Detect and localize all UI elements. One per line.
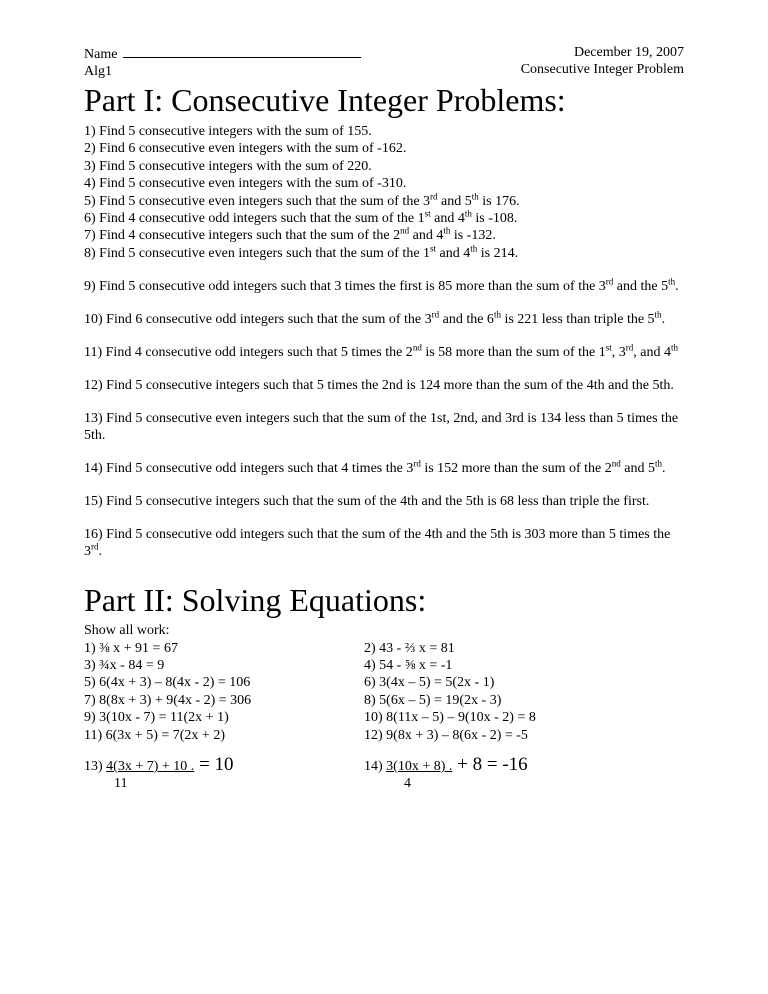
worksheet-header xyxy=(84,44,684,84)
ordinal-suffix: th xyxy=(470,243,478,254)
ordinal-suffix: rd xyxy=(431,309,440,320)
equation-11: 11) 6(3x + 5) = 7(2x + 2) xyxy=(84,727,225,743)
problem-14: 14) Find 5 consecutive odd integers such that 4 times the 3rd is 152 more than the sum of the 2nd and 5th. xyxy=(84,458,666,477)
part1-short-problems xyxy=(84,123,684,262)
ordinal-suffix: nd xyxy=(400,225,410,236)
equation-8: 8) 5(6x – 5) = 19(2x - 3) xyxy=(364,692,502,708)
problem-16: 16) Find 5 consecutive odd integers such that the sum of the 4th and the 5th is 303 more than 5 times the 3rd. xyxy=(84,527,671,560)
name-label: Name xyxy=(84,47,118,62)
ordinal-suffix: rd xyxy=(605,276,614,287)
ordinal-suffix: th xyxy=(668,276,676,287)
ordinal-suffix: th xyxy=(493,309,501,320)
problem-12: 12) Find 5 consecutive integers such that 5 times the 2nd is 124 more than the sum of the 4th and the 5th. xyxy=(84,378,674,394)
class-label: Alg1 xyxy=(84,64,112,79)
ordinal-suffix: rd xyxy=(413,458,421,469)
problem-13: 13) Find 5 consecutive even integers such that the sum of the 1st, 2nd, and 3rd is 134 less than 5 times the 5th. xyxy=(84,411,679,444)
ordinal-suffix: st xyxy=(424,208,431,219)
equation-10: 10) 8(11x – 5) – 9(10x - 2) = 8 xyxy=(364,710,536,726)
equation-7: 7) 8(8x + 3) + 9(4x - 2) = 306 xyxy=(84,692,252,708)
fraction-equations xyxy=(84,754,684,794)
problem-6: 6) Find 4 consecutive odd integers such that the sum of the 1st and 4th is -108. xyxy=(84,208,518,227)
equation-14-denominator: 4 xyxy=(404,776,411,792)
equation-13-denominator: 11 xyxy=(114,776,128,792)
equation-14-numerator: 3(10x + 8) . xyxy=(386,759,453,775)
equation-13 xyxy=(84,754,234,792)
worksheet-date: December 19, 2007 xyxy=(573,45,684,60)
equation-3: 3) ¾x - 84 = 9 xyxy=(84,658,165,674)
name-blank-line xyxy=(123,44,361,58)
equation-13-numerator: 4(3x + 7) + 10 . xyxy=(106,759,195,775)
ordinal-suffix: st xyxy=(605,342,612,353)
header-left xyxy=(84,44,361,80)
ordinal-suffix: th xyxy=(654,458,662,469)
equation-14-rhs: + 8 = -16 xyxy=(452,754,528,776)
equation-4: 4) 54 - ⅝ x = -1 xyxy=(364,658,453,674)
problem-3: 3) Find 5 consecutive integers with the sum of 220. xyxy=(84,158,372,174)
part1-long-problems xyxy=(84,278,684,560)
ordinal-suffix: nd xyxy=(611,458,621,469)
equation-14 xyxy=(364,754,528,792)
ordinal-suffix: rd xyxy=(430,190,438,201)
problem-15: 15) Find 5 consecutive integers such that the sum of the 4th and the 5th is 68 less than triple the first. xyxy=(84,494,650,510)
equation-2: 2) 43 - ⅔ x = 81 xyxy=(364,640,455,656)
show-work-instruction: Show all work: xyxy=(84,623,170,639)
ordinal-suffix: th xyxy=(443,225,451,236)
ordinal-suffix: st xyxy=(430,243,437,254)
worksheet-page xyxy=(84,44,684,794)
equation-13-rhs: = 10 xyxy=(194,754,234,776)
ordinal-suffix: nd xyxy=(412,342,422,353)
problem-2: 2) Find 6 consecutive even integers with the sum of -162. xyxy=(84,141,407,157)
problem-11: 11) Find 4 consecutive odd integers such that 5 times the 2nd is 58 more than the sum of the 1st, 3rd, and 4th xyxy=(84,342,678,361)
equation-14-label: 14) xyxy=(364,759,387,775)
part1-title: Part I: Consecutive Integer Problems: xyxy=(84,82,566,118)
equation-5: 5) 6(4x + 3) – 8(4x - 2) = 106 xyxy=(84,675,251,691)
problem-4: 4) Find 5 consecutive even integers with the sum of -310. xyxy=(84,176,407,192)
equation-13-label: 13) xyxy=(84,759,107,775)
ordinal-suffix: th xyxy=(471,190,479,201)
worksheet-subtitle: Consecutive Integer Problem xyxy=(520,62,684,77)
equation-1: 1) ⅜ x + 91 = 67 xyxy=(84,640,178,656)
ordinal-suffix: th xyxy=(464,208,472,219)
problem-5: 5) Find 5 consecutive even integers such that the sum of the 3rd and 5th is 176. xyxy=(84,190,520,209)
problem-10: 10) Find 6 consecutive odd integers such that the sum of the 3rd and the 6th is 221 less than triple the 5th. xyxy=(84,309,666,328)
problem-7: 7) Find 4 consecutive integers such that the sum of the 2nd and 4th is -132. xyxy=(84,225,496,244)
ordinal-suffix: rd xyxy=(91,541,99,552)
problem-8: 8) Find 5 consecutive even integers such that the sum of the 1st and 4th is 214. xyxy=(84,243,519,261)
problem-1: 1) Find 5 consecutive integers with the sum of 155. xyxy=(84,124,372,139)
ordinal-suffix: th xyxy=(654,309,662,320)
equation-12: 12) 9(8x + 3) – 8(6x - 2) = -5 xyxy=(364,727,528,743)
equations-grid xyxy=(84,640,684,744)
part2-title: Part II: Solving Equations: xyxy=(84,582,427,619)
ordinal-suffix: rd xyxy=(625,342,634,353)
equation-6: 6) 3(4x – 5) = 5(2x - 1) xyxy=(364,675,495,691)
header-right xyxy=(521,44,684,78)
ordinal-suffix: th xyxy=(670,342,678,353)
equation-9: 9) 3(10x - 7) = 11(2x + 1) xyxy=(84,710,229,726)
problem-9: 9) Find 5 consecutive odd integers such that 3 times the first is 85 more than the sum of the 3rd and the 5th. xyxy=(84,276,679,295)
